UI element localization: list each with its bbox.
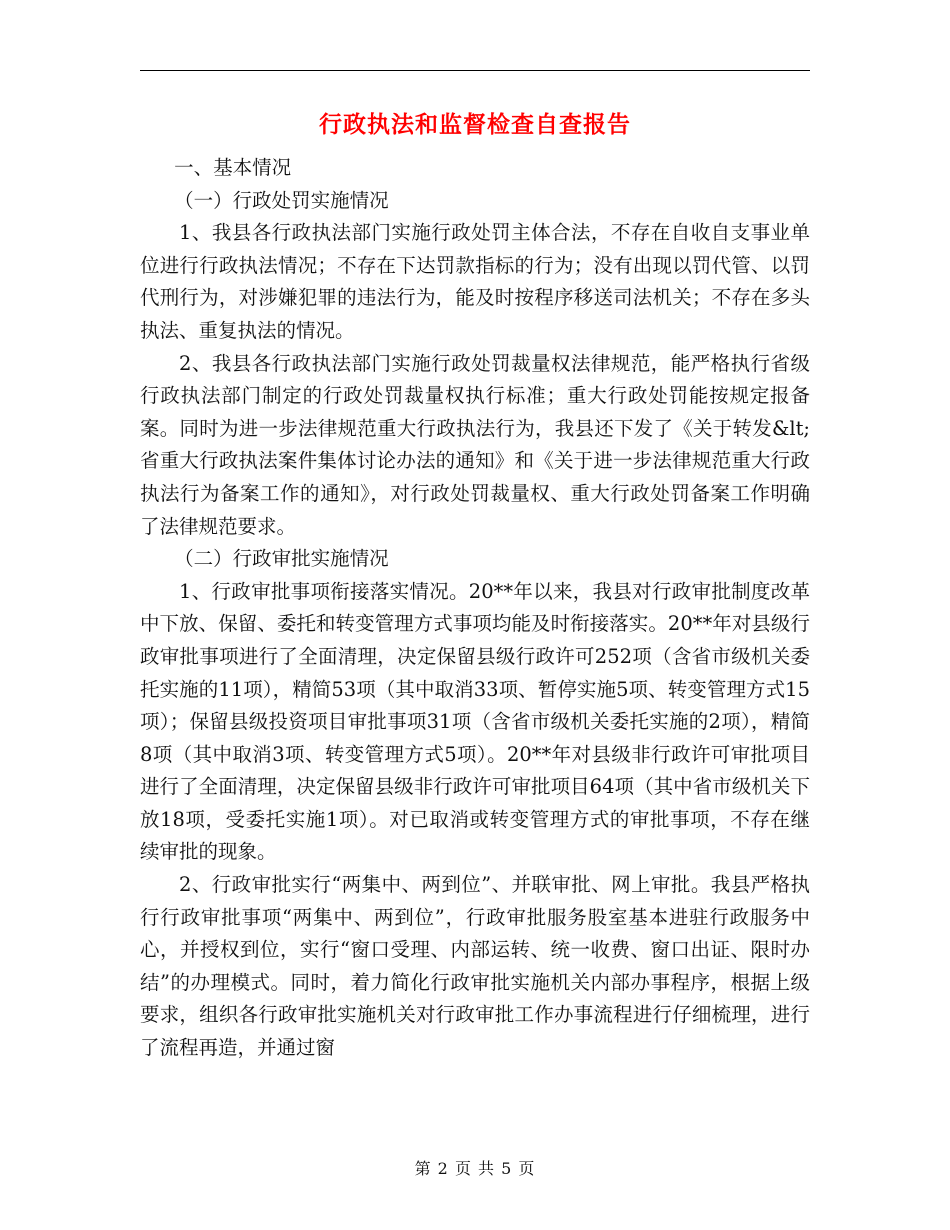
subsection-heading-penalty: （一）行政处罚实施情况 <box>174 188 389 212</box>
paragraph-penalty-1: 1、我县各行政执法部门实施行政处罚主体合法，不存在自收自支事业单位进行行政执法情况；不存在下达罚款指标的行为；没有出现以罚代管、以罚代刑行为，对涉嫌犯罪的违法行为，能及时按程序移送司法机关；不存在多头执法、重复执法的情况。 <box>140 221 810 342</box>
document-body <box>140 152 810 1065</box>
page-number-footer: 第 2 页 共 5 页 <box>414 1159 536 1178</box>
paragraph-approval-1: 1、行政审批事项衔接落实情况。20**年以来，我县对行政审批制度改革中下放、保留、委托和转变管理方式事项均能及时衔接落实。20**年对县级行政审批事项进行了全面清理，决定保留县级行政许可252项（含省市级机关委托实施的11项），精简53项（其中取消33项、暂停实施5项、转变管理方式15项）；保留县级投资项目审批事项31项（含省市级机关委托实施的2项），精简8项（其中取消3项、转变管理方式5项）。20**年对县级非行政许可审批项目进行了全面清理，决定保留县级非行政许可审批项目64项（其中省市级机关下放18项，受委托实施1项）。对已取消或转变管理方式的审批事项，不存在继续审批的现象。 <box>140 579 810 864</box>
subsection-heading-approval: （二）行政审批实施情况 <box>174 547 389 571</box>
paragraph-penalty-2: 2、我县各行政执法部门实施行政处罚裁量权法律规范，能严格执行省级行政执法部门制定的行政处罚裁量权执行标准；重大行政处罚能按规定报备案。同时为进一步法律规范重大行政执法行为，我县还下发了《关于转发&lt;省重大行政执法案件集体讨论办法的通知》和《关于进一步法律规范重大行政执法行为备案工作的通知》，对行政处罚裁量权、重大行政处罚备案工作明确了法律规范要求。 <box>140 351 810 538</box>
header-rule <box>140 70 810 71</box>
section-heading-basic-info: 一、基本情况 <box>174 156 292 179</box>
document-title: 行政执法和监督检查自查报告 <box>319 111 631 138</box>
paragraph-approval-2: 2、行政审批实行“两集中、两到位”、并联审批、网上审批。我县严格执行行政审批事项“两集中、两到位”，行政审批服务股室基本进驻行政服务中心，并授权到位，实行“窗口受理、内部运转、统一收费、窗口出证、限时办结”的办理模式。同时，着力简化行政审批实施机关内部办事程序，根据上级要求，组织各行政审批实施机关对行政审批工作办事流程进行仔细梳理，进行了流程再造，并通过窗 <box>140 873 810 1060</box>
